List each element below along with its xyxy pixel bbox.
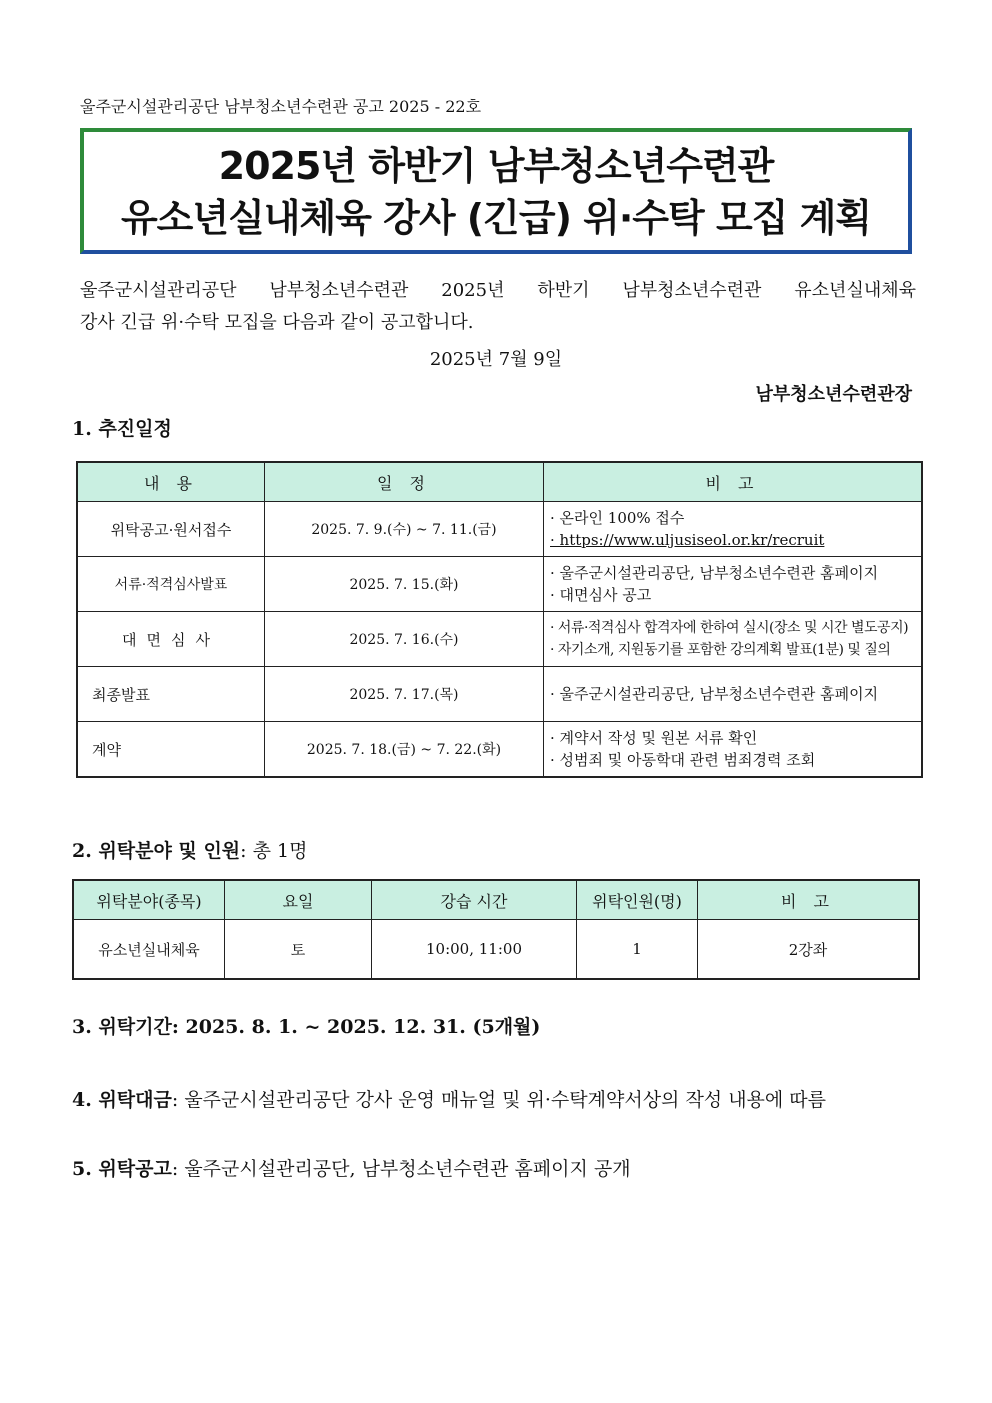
note-line: · 울주군시설관리공단, 남부청소년수련관 홈페이지 <box>550 685 879 703</box>
section-5-heading: 5. 위탁공고 <box>72 1158 172 1180</box>
field-header-row <box>73 880 919 920</box>
header-note: 비 고 <box>544 462 923 502</box>
header-schedule: 일 정 <box>265 462 544 502</box>
row-schedule: 2025. 7. 9.(수) ~ 7. 11.(금) <box>265 502 544 557</box>
row-note <box>544 502 923 557</box>
schedule-header-row <box>77 462 922 502</box>
row-schedule: 2025. 7. 15.(화) <box>265 557 544 612</box>
row-schedule: 2025. 7. 18.(금) ~ 7. 22.(화) <box>265 722 544 778</box>
section-2-heading: 2. 위탁분야 및 인원 <box>72 840 241 862</box>
table-row <box>77 667 922 722</box>
table-row <box>73 920 919 980</box>
note-line: · 서류·적격심사 합격자에 한하여 실시(장소 및 시간 별도공지) <box>550 620 909 636</box>
intro-line-1: 울주군시설관리공단 남부청소년수련관 2025년 하반기 남부청소년수련관 유소년실내체육 <box>80 280 916 301</box>
intro-paragraph <box>80 275 916 339</box>
section-3 <box>72 1012 540 1039</box>
row-note <box>544 722 923 778</box>
row-schedule: 2025. 7. 16.(수) <box>265 612 544 667</box>
table-row <box>77 722 922 778</box>
title-line-2: 유소년실내체육 강사 (긴급) 위·수탁 모집 계획 <box>120 196 872 240</box>
section-4-heading: 4. 위탁대금 <box>72 1089 172 1111</box>
cell-day: 토 <box>225 920 372 980</box>
row-note <box>544 557 923 612</box>
cell-time: 10:00, 11:00 <box>372 920 577 980</box>
row-item: 위탁공고·원서접수 <box>77 502 265 557</box>
row-item: 대면심사 <box>77 612 265 667</box>
header-note: 비 고 <box>698 880 920 920</box>
recruit-link[interactable]: · https://www.uljusiseol.or.kr/recruit <box>550 531 825 549</box>
cell-count: 1 <box>577 920 698 980</box>
header-content: 내 용 <box>77 462 265 502</box>
table-row <box>77 612 922 667</box>
header-time: 강습 시간 <box>372 880 577 920</box>
section-5 <box>72 1154 631 1181</box>
row-item: 계약 <box>77 722 265 778</box>
intro-line-2: 강사 긴급 위·수탁 모집을 다음과 같이 공고합니다. <box>80 312 474 333</box>
row-item: 서류·적격심사발표 <box>77 557 265 612</box>
note-line: · 대면심사 공고 <box>550 586 652 604</box>
notice-number: 울주군시설관리공단 남부청소년수련관 공고 2025 - 22호 <box>80 97 482 116</box>
row-note <box>544 612 923 667</box>
section-5-detail: : 울주군시설관리공단, 남부청소년수련관 홈페이지 공개 <box>171 1158 631 1180</box>
section-3-detail: : 2025. 8. 1. ~ 2025. 12. 31. (5개월) <box>171 1016 541 1038</box>
note-line: · 온라인 100% 접수 <box>550 509 685 527</box>
section-4 <box>72 1085 826 1112</box>
header-day: 요일 <box>225 880 372 920</box>
section-3-heading: 3. 위탁기간 <box>72 1016 172 1038</box>
title-line-1: 2025년 하반기 남부청소년수련관 <box>218 144 774 188</box>
notice-date: 2025년 7월 9일 <box>429 349 563 370</box>
note-line: · 계약서 작성 및 원본 서류 확인 <box>550 729 758 747</box>
schedule-table <box>76 461 923 778</box>
cell-field: 유소년실내체육 <box>73 920 225 980</box>
header-field: 위탁분야(종목) <box>73 880 225 920</box>
row-schedule: 2025. 7. 17.(목) <box>265 667 544 722</box>
signer: 남부청소년수련관장 <box>755 384 912 405</box>
cell-note: 2강좌 <box>698 920 920 980</box>
row-note <box>544 667 923 722</box>
section-1-title: 1. 추진일정 <box>72 418 172 440</box>
section-4-detail: : 울주군시설관리공단 강사 운영 매뉴얼 및 위·수탁계약서상의 작성 내용에 따름 <box>171 1089 827 1111</box>
header-count: 위탁인원(명) <box>577 880 698 920</box>
section-2-title <box>72 836 307 863</box>
table-row <box>77 557 922 612</box>
note-line: · 성범죄 및 아동학대 관련 범죄경력 조회 <box>550 751 816 769</box>
row-item: 최종발표 <box>77 667 265 722</box>
table-row <box>77 502 922 557</box>
field-table <box>72 879 920 980</box>
note-line: · 울주군시설관리공단, 남부청소년수련관 홈페이지 <box>550 564 879 582</box>
section-2-detail: : 총 1명 <box>240 840 308 862</box>
note-line: · 자기소개, 지원동기를 포함한 강의계획 발표(1분) 및 질의 <box>550 642 891 658</box>
document-title-box <box>80 128 912 254</box>
